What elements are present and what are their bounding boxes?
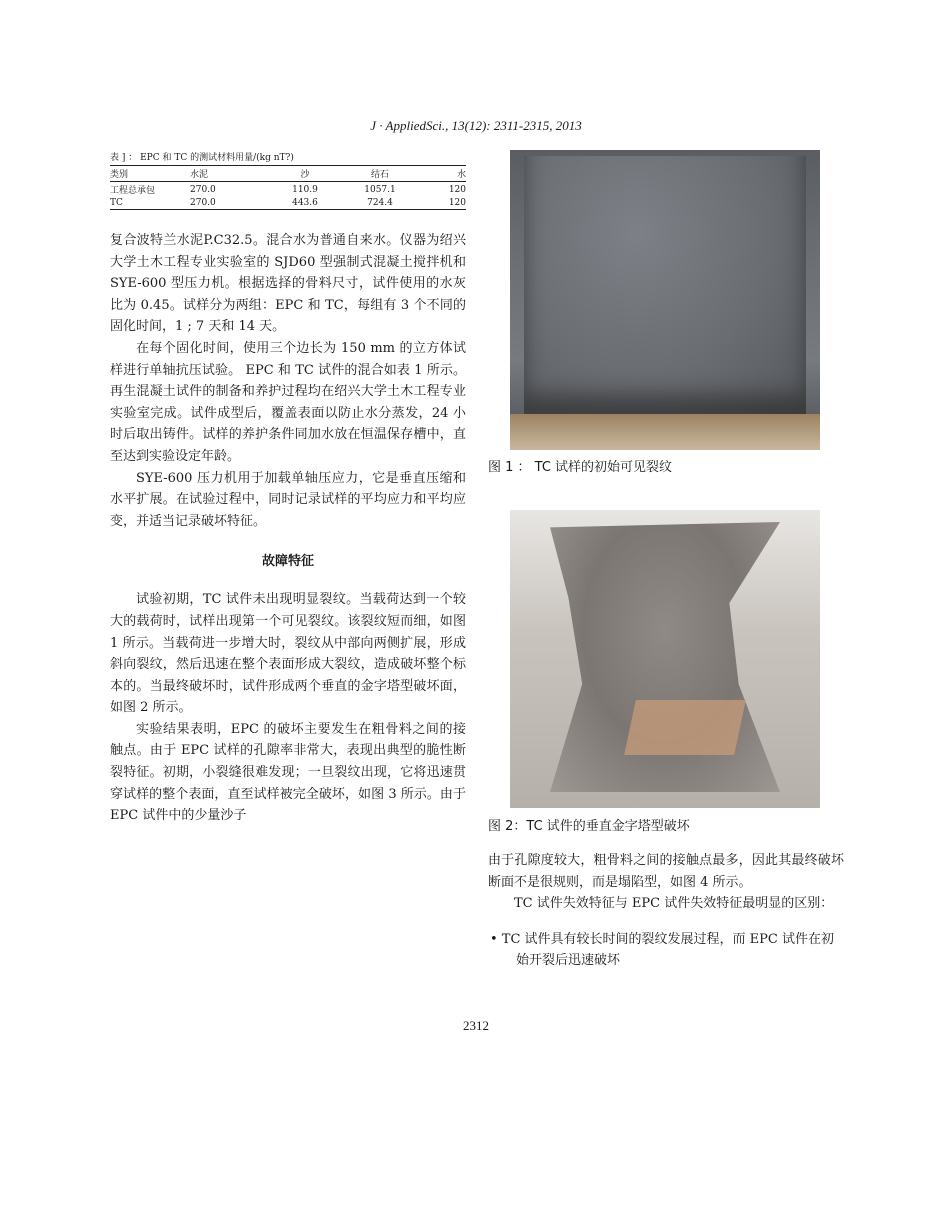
press-platen bbox=[510, 414, 820, 450]
table-header-cell: 水泥 bbox=[190, 170, 209, 180]
running-header: J · AppliedSci., 13(12): 2311-2315, 2013 bbox=[370, 118, 582, 133]
table-cell: 120 bbox=[448, 198, 466, 208]
table-cell: TC bbox=[110, 198, 123, 208]
table-header-cell: 水 bbox=[456, 170, 466, 180]
materials-table bbox=[110, 165, 466, 210]
figure-1-photo bbox=[510, 150, 820, 450]
table-header-row bbox=[110, 166, 466, 182]
table-cell: 1057.1 bbox=[364, 184, 396, 195]
section-heading: 故障特征 bbox=[261, 554, 314, 570]
bullet-item: • TC 试件具有较长时间的裂纹发展过程，而 EPC 试件在初始开裂后迅速破坏 bbox=[490, 931, 834, 969]
figure-2-photo bbox=[510, 510, 820, 808]
paragraph: 在每个固化时间，使用三个边长为 150 mm 的立方体试样进行单轴抗压试验。 EPC 和 TC 试件的混合如表 1 所示。再生混凝土试件的制备和养护过程均在绍兴大学土木工程专业实验室完成。试件成型后，覆盖表面以防止水分蒸发，24 小时后取出铸件。试样的养护条件同加水放在恒温保存槽中，直至达到实验设定年龄。 bbox=[110, 340, 466, 464]
figure-1-caption: 图 1 ： TC 试样的初始可见裂纹 bbox=[488, 460, 673, 475]
left-column bbox=[110, 230, 466, 827]
paragraph: 实验结果表明，EPC 的破坏主要发生在粗骨料之间的接触点。由于 EPC 试样的孔隙率非常大，表现出典型的脆性断裂特征。初期，小裂缝很难发现；一旦裂纹出现，它将迅速贯穿试样的整个表面，直至试样被完全破坏，如图 3 所示。由于 EPC 试件中的少量沙子 bbox=[110, 721, 466, 824]
table-cell: 270.0 bbox=[190, 184, 216, 195]
table-row bbox=[110, 182, 466, 198]
fracture-plane bbox=[624, 700, 746, 755]
table-header-cell: 沙 bbox=[300, 170, 310, 180]
paragraph: 复合波特兰水泥P.C32.5。混合水为普通自来水。仪器为绍兴大学土木工程专业实验室的 SJD60 型强制式混凝土搅拌机和 SYE-600 型压力机。根据选择的骨料尺寸，试件使用的水灰比为 0.45。试样分为两组：EPC 和 TC，每组有 3 个不同的固化时间，1 ; 7 天和 14 天。 bbox=[110, 233, 466, 335]
table-cell: 110.9 bbox=[292, 184, 318, 195]
table-caption: 表 ] ： EPC 和 TC 的测试材料用量/(kg nT?) bbox=[110, 153, 294, 163]
table-header-cell: 类别 bbox=[110, 170, 129, 180]
figure-2-caption: 图 2：TC 试件的垂直金字塔型破坏 bbox=[488, 819, 690, 834]
page-number: 2312 bbox=[463, 1018, 489, 1033]
table-header-cell: 结石 bbox=[370, 170, 389, 180]
table-cell: 工程总承包 bbox=[110, 186, 156, 196]
table-row bbox=[110, 197, 466, 210]
materials-table-block bbox=[110, 150, 466, 210]
paragraph: TC 试件失效特征与 EPC 试件失效特征最明显的区别： bbox=[514, 896, 834, 912]
table-cell: 443.6 bbox=[292, 198, 318, 208]
paragraph: SYE-600 压力机用于加载单轴压应力，它是垂直压缩和水平扩展。在试验过程中，同时记录试样的平均应力和平均应变，并适当记录破坏特征。 bbox=[110, 470, 466, 529]
table-cell: 120 bbox=[448, 184, 466, 195]
paragraph: 试验初期，TC 试件未出现明显裂纹。当载荷达到一个较大的载荷时，试样出现第一个可见裂纹。该裂纹短而细，如图 1 所示。当载荷进一步增大时，裂纹从中部向两侧扩展，形成斜向裂纹，然后迅速在整个表面形成大裂纹，造成破坏整个标本的。当最终破坏时，试件形成两个垂直的金字塔型破坏面，如图 2 所示。 bbox=[110, 592, 466, 716]
paragraph: 由于孔隙度较大，粗骨料之间的接触点最多，因此其最终破坏断面不是很规则，而是塌陷型，如图 4 所示。 bbox=[488, 853, 844, 890]
table-cell: 270.0 bbox=[190, 198, 216, 208]
right-column bbox=[488, 850, 844, 972]
concrete-cube bbox=[524, 156, 806, 414]
table-cell: 724.4 bbox=[367, 198, 393, 208]
